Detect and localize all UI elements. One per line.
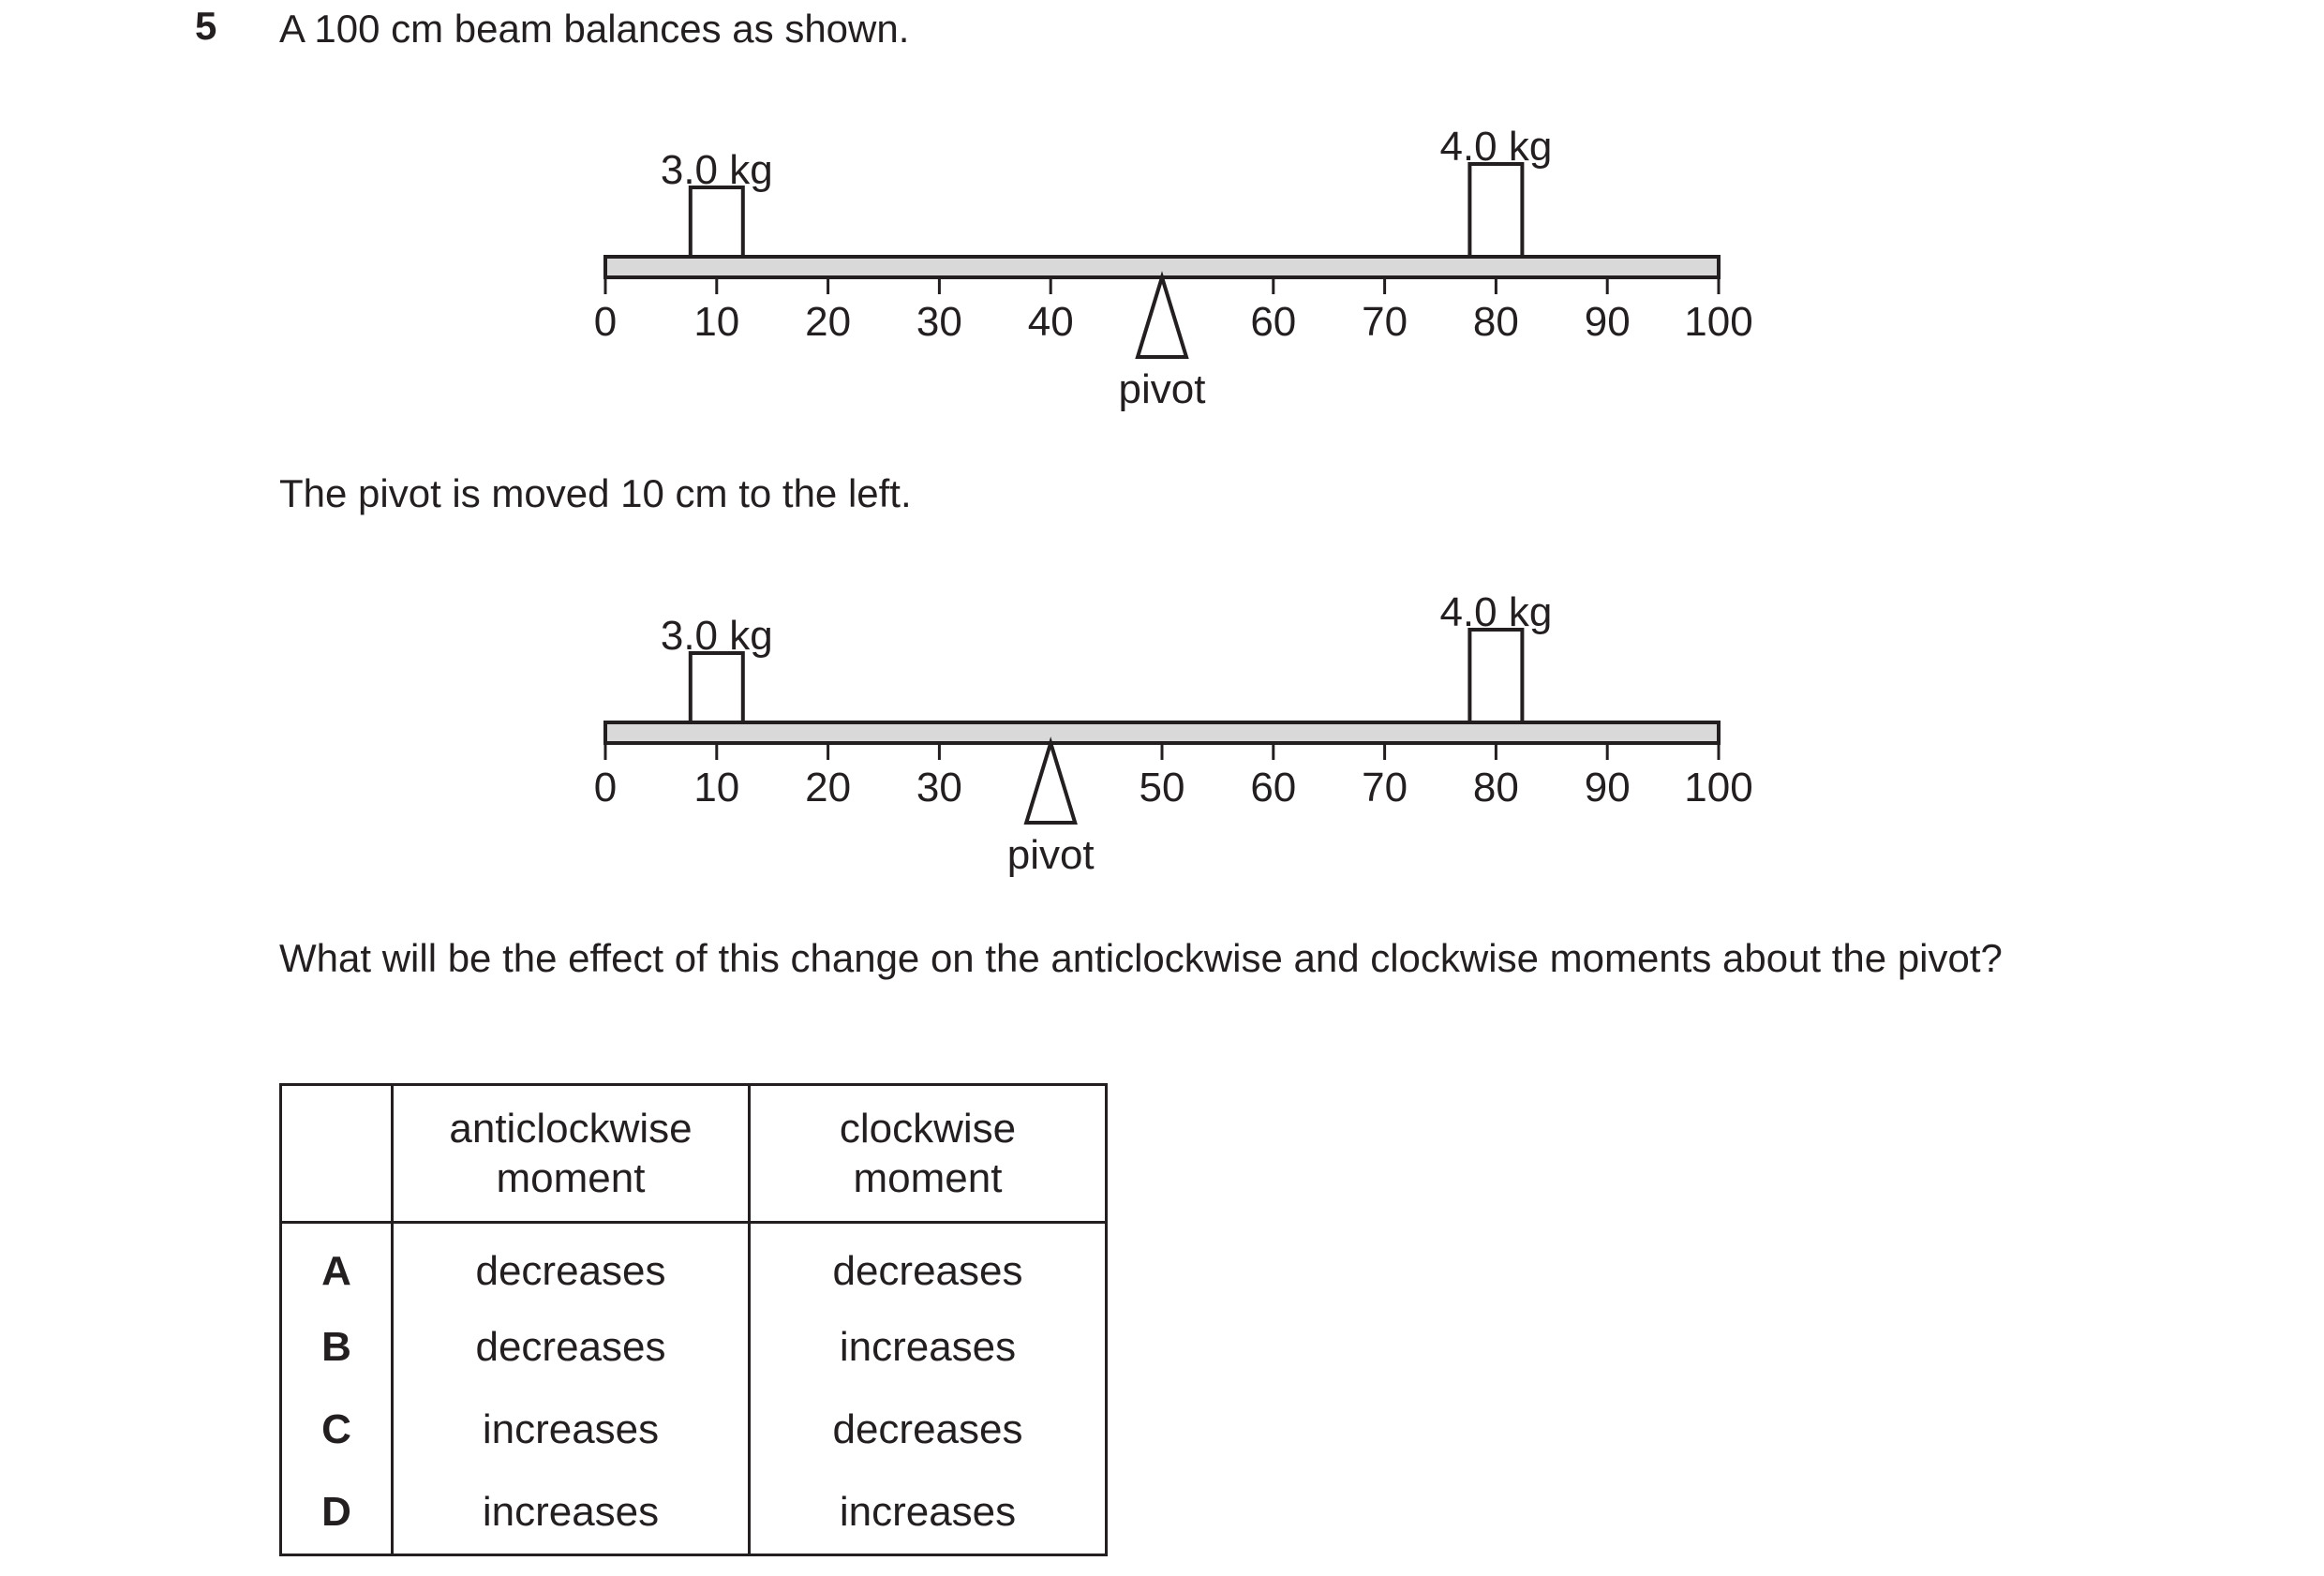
ruler-label: 70 — [1362, 765, 1408, 810]
table-header-row — [281, 1085, 1107, 1223]
pivot-triangle — [1138, 277, 1186, 357]
option-letter: A — [281, 1223, 393, 1307]
ruler-label: 20 — [805, 765, 852, 810]
option-letter: C — [281, 1389, 393, 1471]
pivot-moved-statement: The pivot is moved 10 cm to the left. — [279, 471, 912, 515]
right-mass-block — [1469, 164, 1522, 257]
left-mass-block — [691, 653, 743, 722]
anticlockwise-cell: decreases — [393, 1223, 750, 1307]
ruler-label: 70 — [1362, 299, 1408, 345]
option-letter: B — [281, 1306, 393, 1389]
clockwise-cell: increases — [750, 1471, 1107, 1555]
ruler-label: 0 — [593, 299, 618, 345]
pivot-label: pivot — [1006, 832, 1095, 878]
left-mass-label: 3.0 kg — [660, 613, 773, 659]
header-clockwise: clockwise moment — [750, 1085, 1107, 1223]
ruler-label: 0 — [593, 765, 618, 810]
ruler-label: 90 — [1584, 765, 1631, 810]
ruler-label: 60 — [1250, 765, 1297, 810]
beam-diagram-balanced — [0, 94, 2324, 431]
ruler-label: 90 — [1584, 299, 1631, 345]
answer-options-table — [279, 1083, 1108, 1556]
clockwise-cell: decreases — [750, 1389, 1107, 1471]
ruler-label: 50 — [1139, 765, 1185, 810]
question-number: 5 — [195, 4, 217, 48]
header-option — [281, 1085, 393, 1223]
option-letter: D — [281, 1471, 393, 1555]
right-mass-label: 4.0 kg — [1439, 589, 1553, 635]
anticlockwise-cell: increases — [393, 1471, 750, 1555]
clockwise-cell: decreases — [750, 1223, 1107, 1307]
right-mass-block — [1469, 630, 1522, 722]
ruler-label: 40 — [1027, 299, 1074, 345]
pivot-label: pivot — [1118, 366, 1206, 412]
pivot-triangle — [1026, 743, 1075, 823]
left-mass-block — [691, 187, 743, 257]
ruler-label: 30 — [916, 299, 962, 345]
anticlockwise-cell: increases — [393, 1389, 750, 1471]
ruler-label: 30 — [916, 765, 962, 810]
ruler-label: 80 — [1472, 765, 1519, 810]
table-row — [281, 1223, 1107, 1307]
table-row — [281, 1471, 1107, 1555]
ruler-label: 80 — [1472, 299, 1519, 345]
ruler-label: 10 — [693, 299, 740, 345]
ruler-label: 20 — [805, 299, 852, 345]
ruler-label: 10 — [693, 765, 740, 810]
ruler-label: 100 — [1684, 765, 1753, 810]
table-row — [281, 1306, 1107, 1389]
left-mass-label: 3.0 kg — [660, 147, 773, 193]
anticlockwise-cell: decreases — [393, 1306, 750, 1389]
ruler-label: 100 — [1684, 299, 1753, 345]
right-mass-label: 4.0 kg — [1439, 124, 1553, 170]
clockwise-cell: increases — [750, 1306, 1107, 1389]
question-prompt: What will be the effect of this change on the anticlockwise and clockwise moments about the pivot? — [279, 936, 2003, 980]
beam-diagram-pivot-moved — [0, 559, 2324, 897]
ruler-label: 60 — [1250, 299, 1297, 345]
header-anticlockwise: anticlockwise moment — [393, 1085, 750, 1223]
question-intro: A 100 cm beam balances as shown. — [279, 7, 910, 51]
beam — [605, 722, 1719, 743]
table-row — [281, 1389, 1107, 1471]
